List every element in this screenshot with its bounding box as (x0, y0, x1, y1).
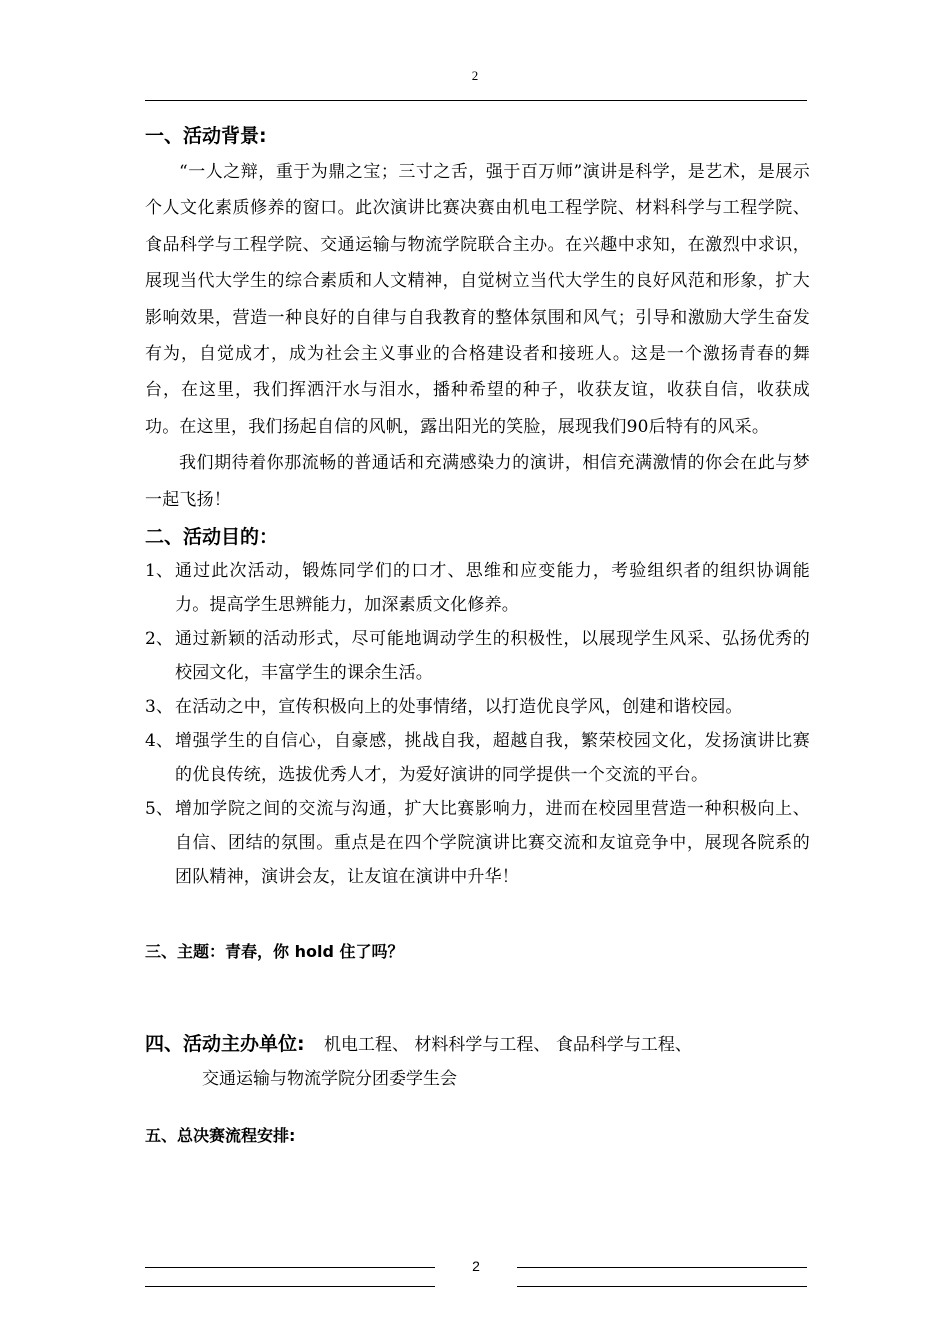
sponsor-text-continued: 交通运输与物流学院分团委学生会 (202, 1069, 457, 1090)
list-item-number: 5、 (145, 799, 174, 820)
section-heading: 二、活动目的： (145, 526, 279, 549)
header-page-number: 2 (471, 68, 479, 83)
list-item-number: 3、 (145, 697, 174, 718)
sponsor-text: 机电工程、 材料科学与工程、 食品科学与工程、 (324, 1035, 692, 1056)
header-rule (145, 100, 807, 101)
goals-list (145, 554, 810, 894)
section-theme (145, 934, 810, 970)
sponsor-line (145, 1026, 810, 1062)
list-item-text: 增强学生的自信心，自豪感，挑战自我，超越自我，繁荣校园文化，发扬演讲比赛的优良传统，选拔优秀人才，为爱好演讲的同学提供一个交流的平台。 (175, 731, 810, 786)
list-item (145, 622, 810, 690)
list-item-number: 1、 (145, 561, 174, 582)
footer (145, 1258, 807, 1288)
list-item-number: 4、 (145, 731, 174, 752)
list-item-text: 通过新颖的活动形式，尽可能地调动学生的积极性，以展现学生风采、弘扬优秀的校园文化，丰富学生的课余生活。 (175, 629, 810, 684)
list-item-text: 通过此次活动，锻炼同学们的口才、思维和应变能力，考验组织者的组织协调能力。提高学生思辨能力，加深素质文化修养。 (175, 561, 810, 616)
section-heading: 五、总决赛流程安排: (145, 1126, 296, 1146)
section-sponsors (145, 1026, 810, 1096)
document-body (145, 118, 810, 1154)
footer-rule (517, 1286, 807, 1287)
section-heading: 三、主题：青春，你 hold 住了吗？ (145, 942, 404, 962)
section-background (145, 118, 810, 518)
paragraph: “一人之辩，重于为鼎之宝；三寸之舌，强于百万师”演讲是科学，是艺术，是展示个人文化素质修养的窗口。此次演讲比赛决赛由机电工程学院、材料科学与工程学院、食品科学与工程学院、交通运输与物流学院联合主办。在兴趣中求知，在激烈中求识，展现当代大学生的综合素质和人文精神，自觉树立当代大学生的良好风范和形象，扩大影响效果，营造一种良好的自律与自我教育的整体氛围和风气；引导和激励大学生奋发有为，自觉成才，成为社会主义事业的合格建设者和接班人。这是一个激扬青春的舞台，在这里，我们挥洒汗水与泪水，播种希望的种子，收获友谊，收获自信，收获成功。在这里，我们扬起自信的风帆，露出阳光的笑脸，展现我们90后特有的风采。 (145, 162, 810, 437)
list-item (145, 724, 810, 792)
list-item (145, 690, 810, 724)
section-heading: 四、活动主办单位: (145, 1033, 305, 1056)
section-final-schedule (145, 1118, 810, 1154)
list-item-number: 2、 (145, 629, 174, 650)
list-item-text: 增加学院之间的交流与沟通，扩大比赛影响力，进而在校园里营造一种积极向上、自信、团结的氛围。重点是在四个学院演讲比赛交流和友谊竞争中，展现各院系的团队精神，演讲会友，让友谊在演讲中升华！ (175, 799, 810, 888)
footer-page-number: 2 (472, 1258, 480, 1274)
list-item-text: 在活动之中，宣传积极向上的处事情绪，以打造优良学风，创建和谐校园。 (175, 697, 743, 718)
list-item (145, 554, 810, 622)
section-heading: 一、活动背景: (145, 125, 267, 147)
list-item (145, 792, 810, 894)
footer-rule (145, 1286, 435, 1287)
paragraph: 我们期待着你那流畅的普通话和充满感染力的演讲，相信充满激情的你会在此与梦一起飞扬！ (145, 453, 810, 510)
section-goals (145, 520, 810, 894)
